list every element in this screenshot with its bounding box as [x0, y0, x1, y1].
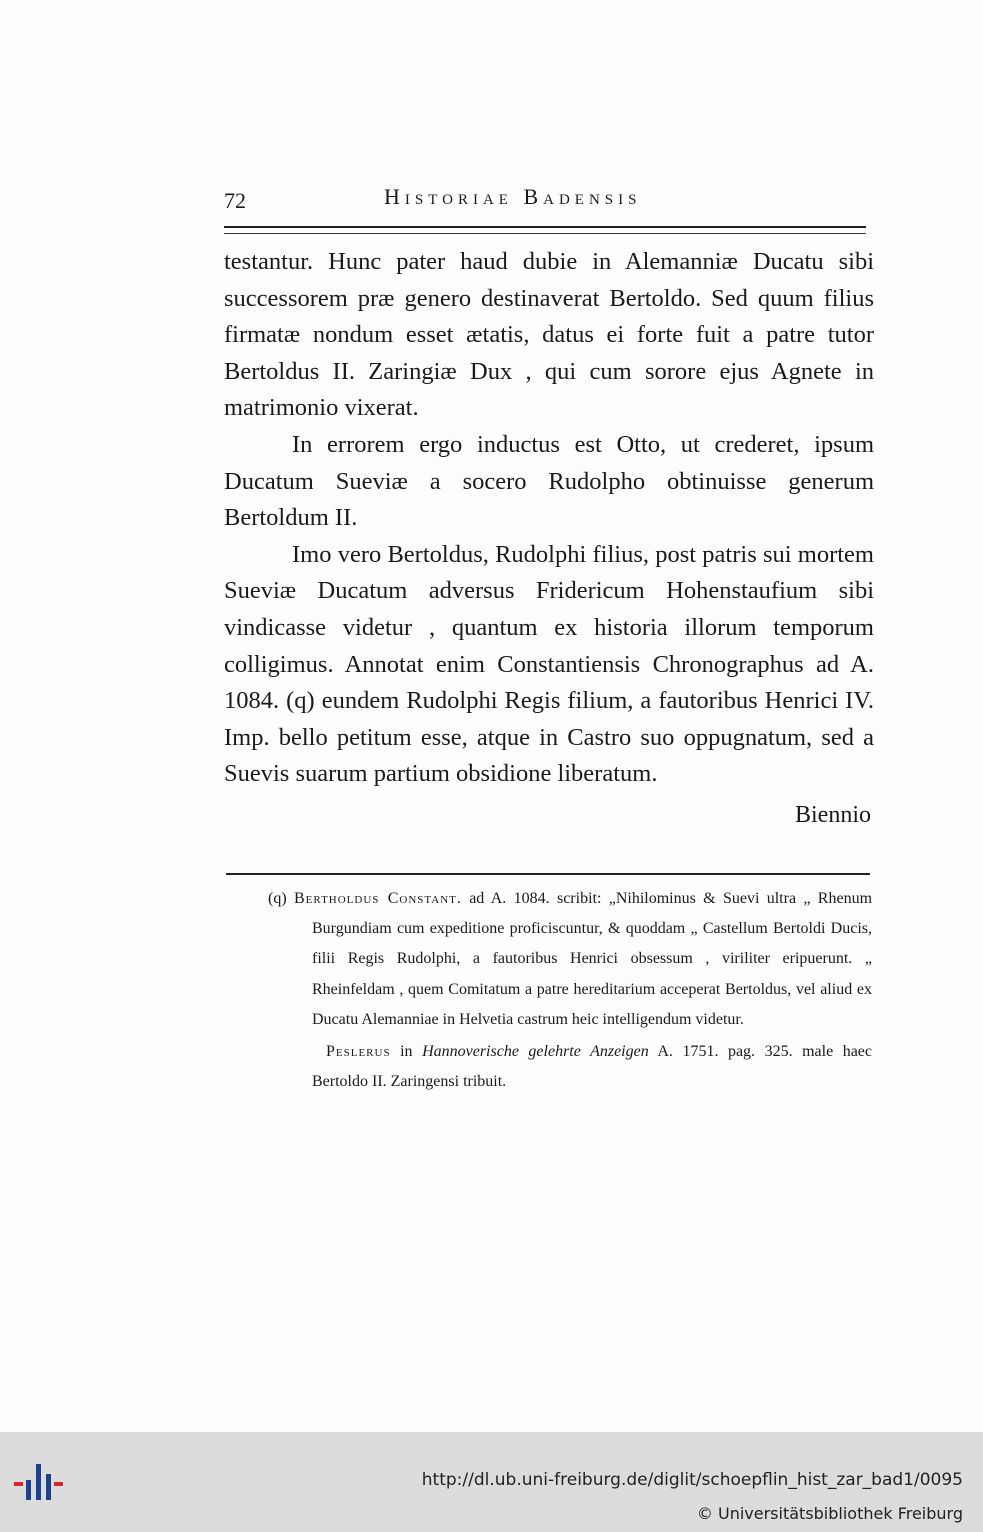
document-url[interactable]: http://dl.ub.uni-freiburg.de/diglit/schoepflin_hist_zar_bad1/0095	[421, 1470, 963, 1490]
footnote-title: Hannoverische gelehrte Anzeigen	[422, 1043, 649, 1061]
header-rule-bottom	[224, 233, 866, 234]
body-text	[224, 244, 874, 793]
page-header	[224, 182, 872, 212]
paragraph-3: Imo vero Bertoldus, Rudolphi filius, post patris sui mortem Sueviæ Ducatum adversus Fridericum Hohenstaufium sibi vindicasse videtur , quantum ex historia illorum temporum colligimus. Annotat enim Constantiensis Chronographus ad A. 1084. (q) eundem Rudolphi Regis filium, a fautoribus Henrici IV. Imp. bello petitum esse, atque in Castro suo oppugnatum, sed a Suevis suarum partium obsidione liberatum.	[224, 540, 874, 788]
paragraph-1: testantur. Hunc pater haud dubie in Alemanniæ Ducatu sibi successorem præ genero destinaverat Bertoldo. Sed quum filius firmatæ nondum esset ætatis, datus ei forte fuit a patre tutor Bertoldus II. Zaringiæ Dux , qui cum sorore ejus Agnete in matrimonio vixerat.	[224, 248, 874, 422]
footnote-in: in	[400, 1043, 413, 1061]
header-rule-top	[224, 226, 866, 228]
copyright-notice: © Universitätsbibliothek Freiburg	[696, 1504, 963, 1523]
footnote-q	[268, 884, 872, 1035]
footnote-author: Peslerus	[326, 1043, 391, 1061]
footnote-author: Bertholdus Constant.	[294, 890, 462, 907]
footnotes	[268, 884, 872, 1097]
paragraph-2: In errorem ergo inductus est Otto, ut crederet, ipsum Ducatum Sueviæ a socero Rudolpho obtinuisse generum Bertoldum II.	[224, 430, 874, 532]
running-title: Historiae Badensis	[384, 184, 642, 209]
footnote-rule	[226, 873, 870, 875]
footnote-marker: (q)	[268, 890, 287, 907]
footnote-peslerus	[268, 1037, 872, 1097]
catchword: Biennio	[795, 802, 871, 828]
footnote-text: A. 1751. pag. 325. male haec Bertoldo II. Zaringensi tribuit.	[312, 1043, 873, 1091]
footnote-text: ad A. 1084. scribit: „Nihilominus & Suevi ultra „ Rhenum Burgundiam cum expeditione proficiscuntur, & quoddam „ Castellum Bertoldi Ducis, filii Regis Rudolphi, a fautoribus Henrici obsessum , viriliter eripuerunt. „ Rheinfeldam , quem Comitatum a patre hereditarium acceperat Bertoldus, vel aliud ex Ducatu Alemanniae in Helvetia castrum heic intelligendum videtur.	[312, 890, 873, 1028]
page-number: 72	[224, 188, 246, 213]
footer-bar	[0, 1432, 983, 1532]
library-logo-icon	[14, 1464, 66, 1504]
